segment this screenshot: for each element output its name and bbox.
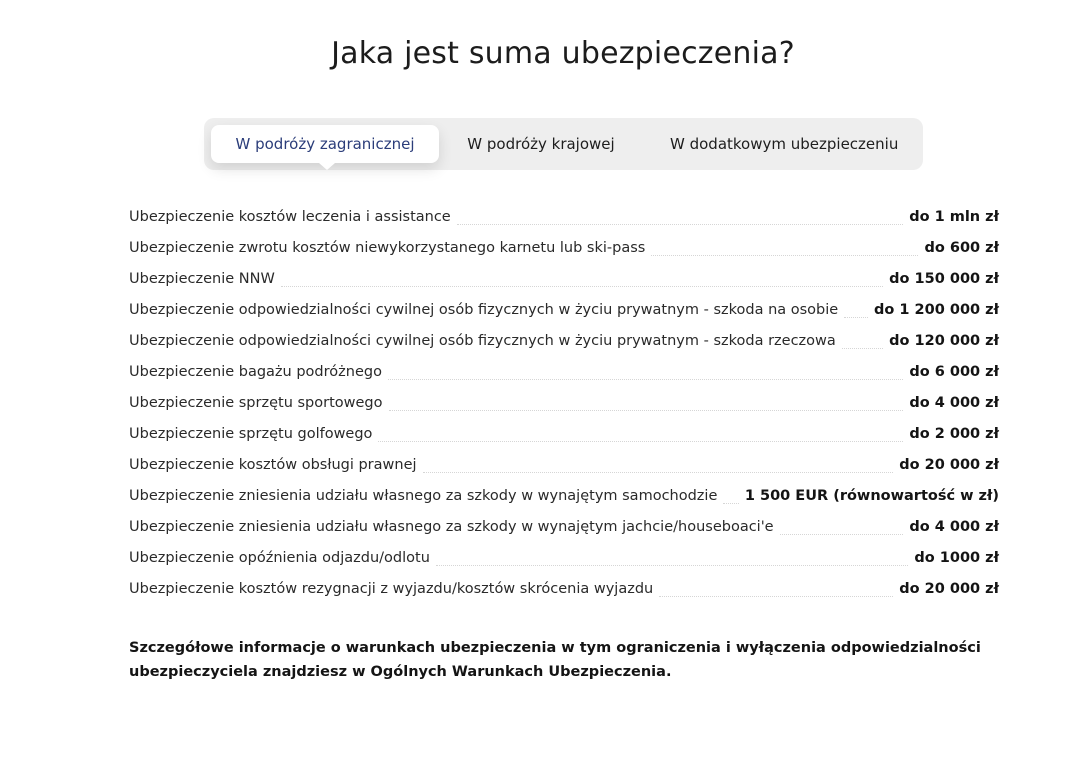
coverage-amount: do 4 000 zł (909, 519, 999, 535)
coverage-list (129, 200, 999, 603)
coverage-amount: do 150 000 zł (889, 271, 999, 287)
terms-note: Szczegółowe informacje o warunkach ubezpieczenia w tym ograniczenia i wyłączenia odpowiedzialności ubezpieczyciela znajdziesz w Ogólnych Warunkach Ubezpieczenia. (129, 640, 981, 680)
coverage-row (129, 541, 999, 572)
coverage-amount: do 6 000 zł (909, 364, 999, 380)
coverage-label: Ubezpieczenie kosztów obsługi prawnej (129, 457, 417, 473)
dotted-leader (281, 285, 883, 287)
coverage-label: Ubezpieczenie opóźnienia odjazdu/odlotu (129, 550, 430, 566)
tab-domestic-travel[interactable]: W podróży krajowej (467, 135, 615, 153)
coverage-label: Ubezpieczenie kosztów rezygnacji z wyjazdu/kosztów skrócenia wyjazdu (129, 581, 654, 597)
dotted-leader (659, 595, 893, 597)
coverage-row (129, 200, 999, 231)
coverage-label: Ubezpieczenie zwrotu kosztów niewykorzystanego karnetu lub ski-pass (129, 240, 646, 256)
dotted-leader (457, 223, 903, 225)
tab-bar (204, 118, 923, 170)
dotted-leader (842, 347, 883, 349)
coverage-label: Ubezpieczenie odpowiedzialności cywilnej osób fizycznych w życiu prywatnym - szkoda na osobie (129, 302, 839, 318)
page-title: Jaka jest suma ubezpieczenia? (331, 36, 795, 71)
coverage-amount: do 600 zł (924, 240, 999, 256)
coverage-amount: do 4 000 zł (909, 395, 999, 411)
dotted-leader (436, 564, 908, 566)
coverage-label: Ubezpieczenie bagażu podróżnego (129, 364, 382, 380)
coverage-label: Ubezpieczenie kosztów leczenia i assistance (129, 209, 451, 225)
coverage-label: Ubezpieczenie odpowiedzialności cywilnej osób fizycznych w życiu prywatnym - szkoda rzeczowa (129, 333, 836, 349)
tab-additional-insurance[interactable]: W dodatkowym ubezpieczeniu (670, 135, 899, 153)
coverage-label: Ubezpieczenie sprzętu golfowego (129, 426, 373, 442)
coverage-label: Ubezpieczenie NNW (129, 271, 275, 287)
coverage-amount: do 1 200 000 zł (874, 302, 999, 318)
coverage-row (129, 572, 999, 603)
coverage-amount: do 1000 zł (914, 550, 999, 566)
dotted-leader (388, 378, 903, 380)
coverage-amount: do 20 000 zł (899, 457, 999, 473)
coverage-label: Ubezpieczenie sprzętu sportowego (129, 395, 383, 411)
coverage-label: Ubezpieczenie zniesienia udziału własnego za szkody w wynajętym jachcie/houseboaci'e (129, 519, 774, 535)
coverage-amount: do 1 mln zł (909, 209, 999, 225)
coverage-row (129, 355, 999, 386)
coverage-amount: 1 500 EUR (równowartość w zł) (744, 488, 999, 504)
coverage-row (129, 231, 999, 262)
dotted-leader (651, 254, 918, 256)
coverage-amount: do 20 000 zł (899, 581, 999, 597)
coverage-label: Ubezpieczenie zniesienia udziału własnego za szkody w wynajętym samochodzie (129, 488, 718, 504)
dotted-leader (378, 440, 903, 442)
dotted-leader (423, 471, 894, 473)
coverage-row (129, 448, 999, 479)
dotted-leader (723, 502, 738, 504)
coverage-row (129, 262, 999, 293)
coverage-row (129, 386, 999, 417)
coverage-row (129, 324, 999, 355)
dotted-leader (389, 409, 904, 411)
coverage-row (129, 417, 999, 448)
coverage-row (129, 510, 999, 541)
coverage-row (129, 293, 999, 324)
coverage-amount: do 120 000 zł (889, 333, 999, 349)
coverage-row (129, 479, 999, 510)
tab-foreign-travel[interactable]: W podróży zagranicznej (211, 125, 439, 163)
dotted-leader (844, 316, 868, 318)
dotted-leader (780, 533, 904, 535)
coverage-amount: do 2 000 zł (909, 426, 999, 442)
